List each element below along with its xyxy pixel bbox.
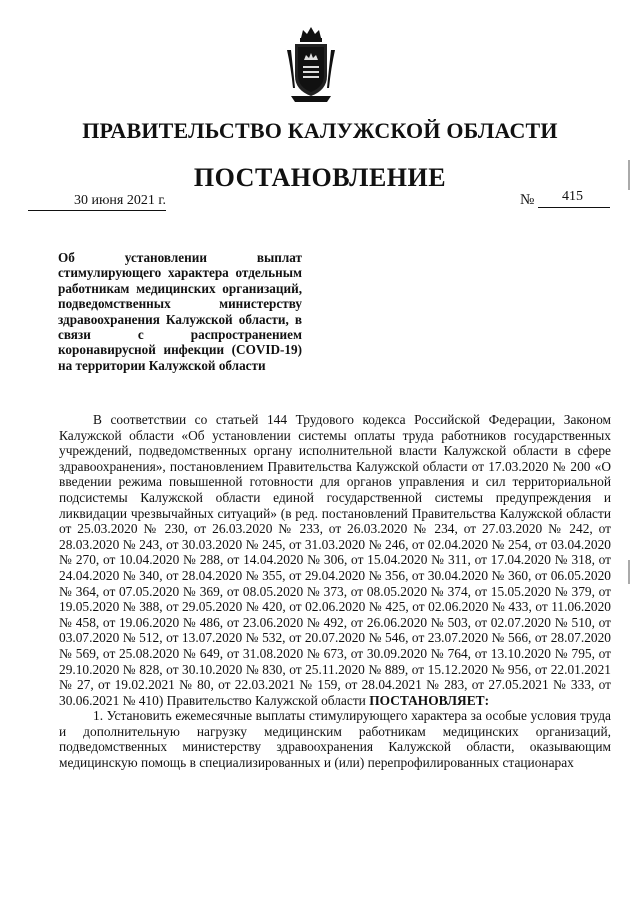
preamble-paragraph bbox=[59, 412, 611, 708]
scan-margin-mark bbox=[628, 160, 630, 190]
document-subject: Об установлении выплат стимулирующего характера отдельным работникам медицинских организаций, подведомственных министерству здравоохранения Калужской области, в связи с распространением коронавирусной инфекции (COVID-19) на территории Калужской области bbox=[58, 250, 302, 373]
organization-name: ПРАВИТЕЛЬСТВО КАЛУЖСКОЙ ОБЛАСТИ bbox=[82, 118, 558, 143]
document-date: 30 июня 2021 г. bbox=[28, 193, 166, 211]
scan-margin-mark bbox=[628, 560, 630, 584]
number-sign: № bbox=[520, 192, 535, 208]
number-value: 415 bbox=[562, 189, 583, 204]
item-1-paragraph: 1. Установить ежемесячные выплаты стимулирующего характера за особые условия труда и дополнительную нагрузку медицинским работникам медицинских организаций, подведомственных министерству здравоохранения Калужской области, оказывающим медицинскую помощь в специализированных и (или) перепрофилированных стационарах bbox=[59, 708, 611, 771]
resolves-word: ПОСТАНОВЛЯЕТ: bbox=[369, 692, 490, 708]
document-number bbox=[520, 189, 610, 212]
number-underline bbox=[538, 207, 610, 208]
document-body bbox=[59, 412, 611, 771]
coat-of-arms-icon bbox=[281, 24, 341, 104]
document-type: ПОСТАНОВЛЕНИЕ bbox=[193, 163, 447, 192]
preamble-text: В соответствии со статьей 144 Трудового кодекса Российской Федерации, Законом Калужской области «Об установлении системы оплаты труда работников государственных учреждений, подведомственных органу исполнительной власти Калужской области в сфере здравоохранения», постановлением Правительства Калужской области от 17.03.2020 № 200 «О введении режима повышенной готовности для органов управления и сил территориальной подсистемы Калужской области единой государственной системы предупреждения и ликвидации чрезвычайных ситуаций» (в ред. постановлений Правительства Калужской области от 25.03.2020 № 230, от 26.03.2020 № 233, от 26.03.2020 № 234, от 27.03.2020 № 242, от 28.03.2020 № 243, от 30.03.2020 № 245, от 31.03.2020 № 246, от 02.04.2020 № 254, от 03.04.2020 № 270, от 10.04.2020 № 288, от 14.04.2020 № 306, от 15.04.2020 № 311, от 17.04.2020 № 318, от 24.04.2020 № 340, от 28.04.2020 № 355, от 29.04.2020 № 356, от 30.04.2020 № 360, от 06.05.2020 № 364, от 07.05.2020 № 369, от 08.05.2020 № 373, от 08.05.2020 № 374, от 15.05.2020 № 379, от 19.05.2020 № 388, от 29.05.2020 № 420, от 02.06.2020 № 425, от 02.06.2020 № 433, от 11.06.2020 № 458, от 19.06.2020 № 486, от 23.06.2020 № 492, от 26.06.2020 № 503, от 02.07.2020 № 510, от 03.07.2020 № 512, от 13.07.2020 № 532, от 20.07.2020 № 546, от 23.07.2020 № 566, от 28.07.2020 № 569, от 25.08.2020 № 649, от 31.08.2020 № 673, от 30.09.2020 № 764, от 13.10.2020 № 795, от 29.10.2020 № 828, от 30.10.2020 № 830, от 25.11.2020 № 889, от 15.12.2020 № 956, от 22.01.2021 № 27, от 19.02.2021 № 80, от 22.03.2021 № 159, от 28.04.2021 № 283, от 27.05.2021 № 333, от 30.06.2021 № 410) Правительство Калужской области bbox=[59, 412, 611, 708]
